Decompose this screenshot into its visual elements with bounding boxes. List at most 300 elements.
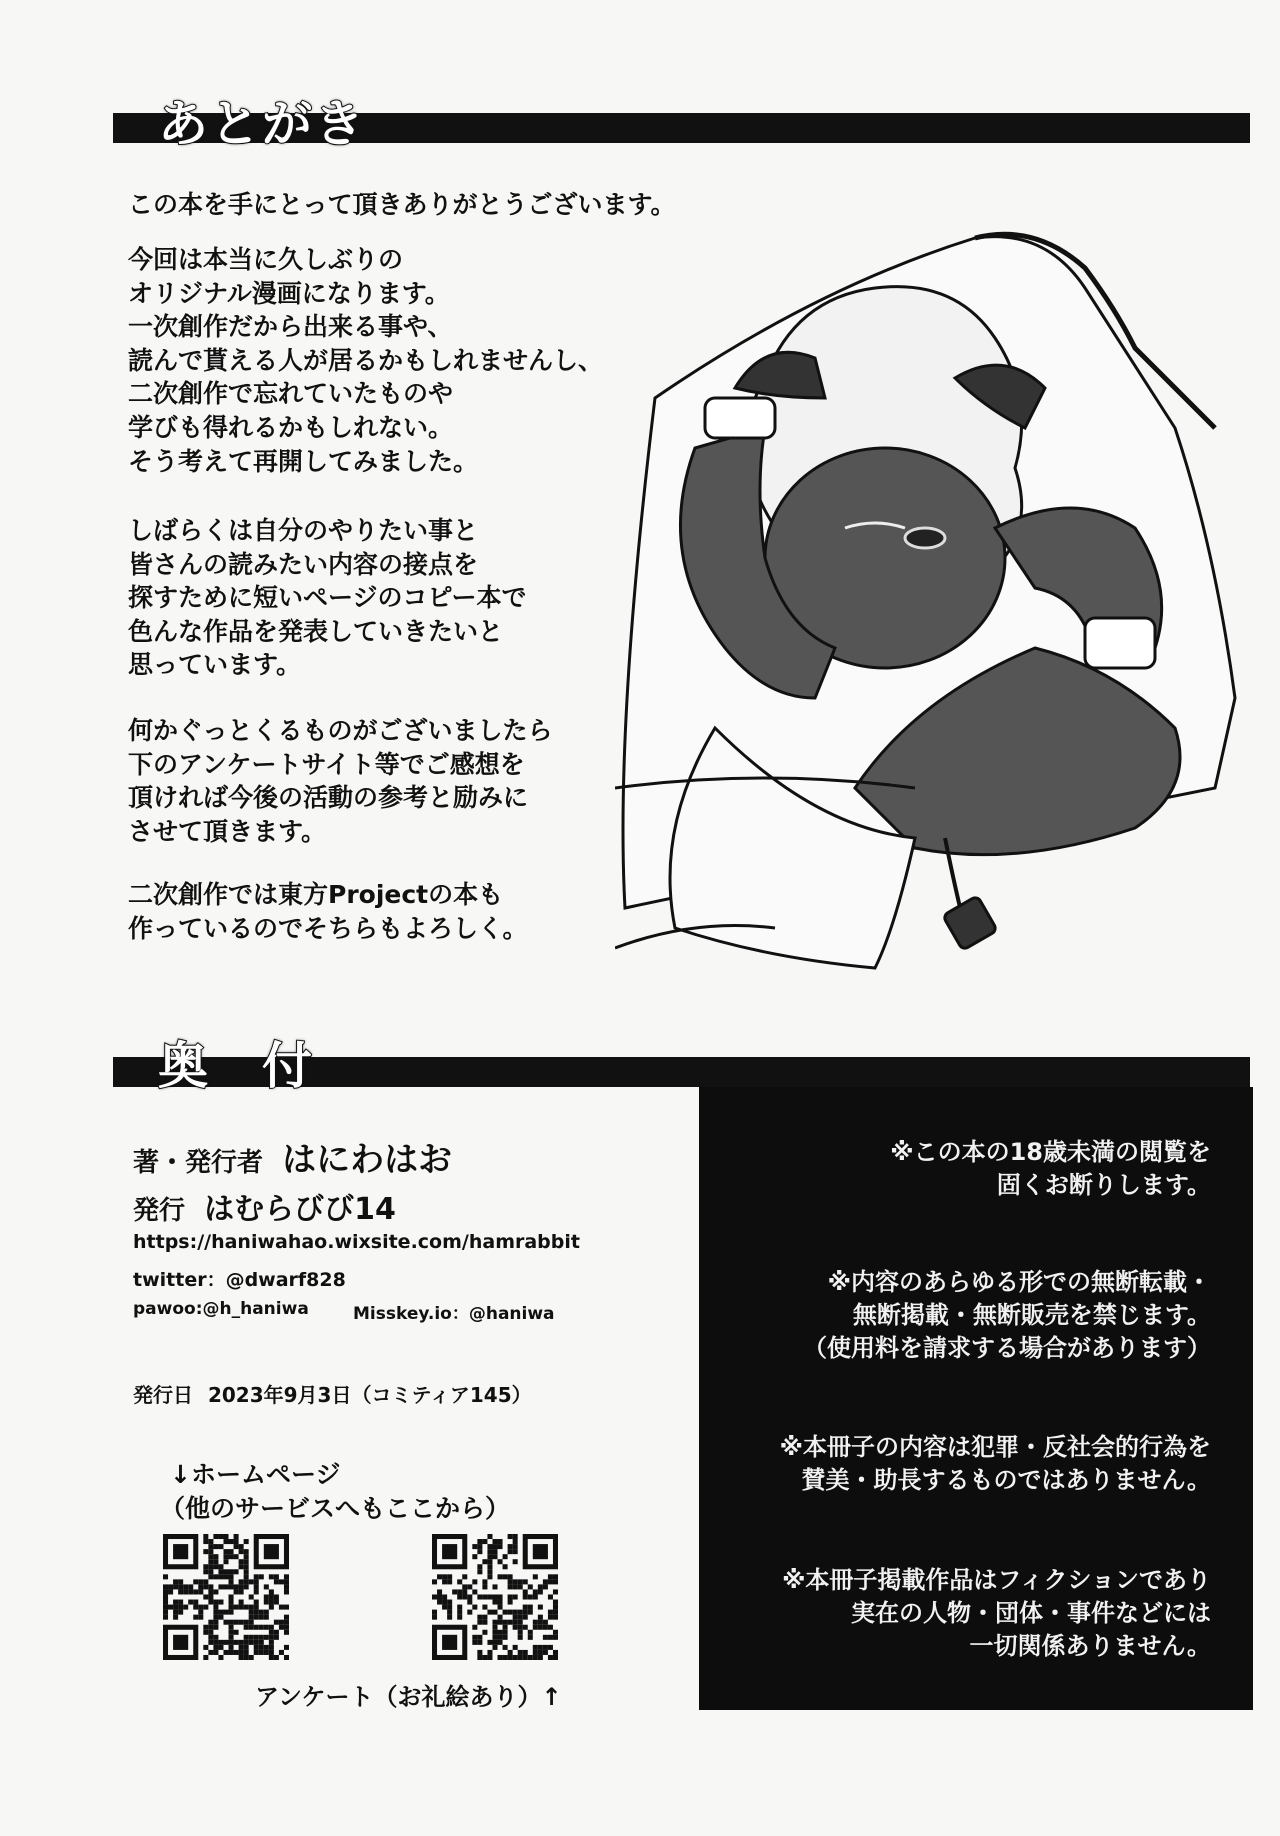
qr-module (249, 1640, 254, 1645)
qr-module (264, 1594, 269, 1599)
qr-module (518, 1655, 523, 1660)
qr-module (193, 1605, 198, 1610)
date-label: 発行日 (133, 1383, 193, 1407)
pawoo-handle[interactable]: pawoo:@h_haniwa (133, 1299, 309, 1319)
qr-module (264, 1600, 269, 1605)
qr-module (244, 1640, 249, 1645)
qr-module (269, 1589, 274, 1594)
qr-module (239, 1564, 244, 1569)
qr-module (173, 1610, 178, 1615)
survey-label: アンケート（お礼絵あり）↑ (255, 1683, 562, 1711)
qr-module (223, 1584, 228, 1589)
text-line: 頂ければ今後の活動の参考と励みに (128, 783, 529, 813)
text-line: オリジナル漫画になります。 (128, 278, 450, 308)
qr-module (178, 1610, 183, 1615)
qr-module (508, 1610, 513, 1615)
qr-module (482, 1594, 487, 1599)
qr-module (498, 1615, 503, 1620)
qr-module (173, 1605, 178, 1610)
qr-module (538, 1605, 543, 1610)
homepage-label: ↓ホームページ (170, 1460, 341, 1489)
qr-module (533, 1625, 538, 1630)
qr-module (244, 1559, 249, 1564)
qr-module (249, 1655, 254, 1660)
qr-module (284, 1625, 289, 1630)
qr-module (254, 1610, 259, 1615)
qr-module (487, 1574, 492, 1579)
qr-module (503, 1625, 508, 1630)
twitter-handle[interactable]: twitter：@dwarf828 (133, 1269, 346, 1291)
qr-module (208, 1640, 213, 1645)
qr-module (218, 1640, 223, 1645)
qr-module (203, 1569, 208, 1574)
qr-module (442, 1574, 447, 1579)
qr-module (284, 1615, 289, 1620)
qr-module (249, 1615, 254, 1620)
qr-module (213, 1605, 218, 1610)
qr-module (472, 1544, 477, 1549)
qr-module (492, 1600, 497, 1605)
qr-module (533, 1655, 538, 1660)
qr-module (482, 1584, 487, 1589)
qr-module (269, 1630, 274, 1635)
qr-module (229, 1594, 234, 1599)
qr-module (482, 1539, 487, 1544)
qr-module (203, 1630, 208, 1635)
qr-module (518, 1579, 523, 1584)
qr-module (208, 1569, 213, 1574)
qr-module (508, 1544, 513, 1549)
qr-module (239, 1640, 244, 1645)
notice (782, 1564, 1211, 1663)
qr-module (259, 1574, 264, 1579)
qr-module (508, 1579, 513, 1584)
qr-module (503, 1655, 508, 1660)
qr-module (213, 1554, 218, 1559)
qr-module (208, 1630, 213, 1635)
qr-module (508, 1600, 513, 1605)
qr-module (513, 1645, 518, 1650)
qr-module (543, 1635, 548, 1640)
text-line: 思っています。 (128, 650, 302, 680)
qr-module (163, 1589, 168, 1594)
qr-module (437, 1594, 442, 1599)
qr-module (229, 1605, 234, 1610)
qr-module (234, 1584, 239, 1589)
qr-module (223, 1549, 228, 1554)
qr-module (173, 1615, 178, 1620)
qr-module (498, 1600, 503, 1605)
qr-module (213, 1640, 218, 1645)
qr-module (234, 1544, 239, 1549)
qr-module (533, 1589, 538, 1594)
qr-module (513, 1620, 518, 1625)
qr-module (518, 1620, 523, 1625)
qr-module (503, 1610, 508, 1615)
author-name: はにわはお (282, 1140, 453, 1180)
qr-module (234, 1534, 239, 1539)
qr-module (513, 1655, 518, 1660)
qr-module (462, 1584, 467, 1589)
qr-module (553, 1655, 558, 1660)
qr-module (269, 1594, 274, 1599)
qr-module (239, 1584, 244, 1589)
qr-module (432, 1610, 437, 1615)
qr-module (284, 1655, 289, 1660)
qr-module (274, 1635, 279, 1640)
qr-module (477, 1549, 482, 1554)
text-line: 今回は本当に久しぶりの (128, 245, 404, 274)
qr-module (513, 1594, 518, 1599)
qr-module (203, 1549, 208, 1554)
qr-module (503, 1635, 508, 1640)
qr-module (203, 1645, 208, 1650)
qr-module (472, 1579, 477, 1584)
colophon-title: 奥 付 (158, 1037, 314, 1095)
publisher-label: 発行 (133, 1196, 186, 1226)
qr-module (523, 1605, 528, 1610)
qr-module (274, 1579, 279, 1584)
qr-module (284, 1584, 289, 1589)
qr-module (538, 1615, 543, 1620)
qr-module (538, 1645, 543, 1650)
qr-module (482, 1579, 487, 1584)
qr-module (254, 1615, 259, 1620)
qr-module (492, 1630, 497, 1635)
misskey-handle[interactable]: Misskey.io：@haniwa (353, 1304, 555, 1324)
qr-module (457, 1589, 462, 1594)
qr-module (533, 1594, 538, 1599)
qr-module (223, 1650, 228, 1655)
qr-module (548, 1574, 553, 1579)
qr-module (508, 1594, 513, 1599)
qr-module (193, 1579, 198, 1584)
qr-module (513, 1539, 518, 1544)
qr-module (538, 1650, 543, 1655)
qr-module (213, 1544, 218, 1549)
qr-module (284, 1645, 289, 1650)
qr-module (477, 1620, 482, 1625)
qr-module (487, 1594, 492, 1599)
qr-module (163, 1594, 168, 1599)
qr-module (548, 1610, 553, 1615)
qr-module (264, 1615, 269, 1620)
qr-module (163, 1610, 168, 1615)
qr-module (244, 1564, 249, 1569)
afterword-paragraph (128, 243, 603, 478)
qr-module (229, 1549, 234, 1554)
qr-module (208, 1620, 213, 1625)
date-value: 2023年9月3日（コミティア145） (207, 1383, 532, 1407)
qr-module (472, 1554, 477, 1559)
qr-module (218, 1655, 223, 1660)
qr-module (218, 1569, 223, 1574)
qr-module (498, 1544, 503, 1549)
qr-module (487, 1549, 492, 1554)
qr-module (492, 1549, 497, 1554)
qr-module (239, 1544, 244, 1549)
qr-module (498, 1640, 503, 1645)
qr-module (188, 1584, 193, 1589)
qr-module (274, 1594, 279, 1599)
qr-module (259, 1635, 264, 1640)
qr-module (487, 1534, 492, 1539)
qr-module (208, 1574, 213, 1579)
text-line: 一次創作だから出来る事や、 (128, 312, 453, 342)
qr-module (203, 1534, 208, 1539)
qr-module (163, 1605, 168, 1610)
text-line: 作っているのでそちらもよろしく。 (128, 913, 528, 943)
qr-module (213, 1600, 218, 1605)
notice-line: 無断掲載・無断販売を禁じます。 (852, 1301, 1211, 1329)
qr-module (467, 1594, 472, 1599)
qr-module (284, 1574, 289, 1579)
qr-module (249, 1620, 254, 1625)
qr-module (188, 1600, 193, 1605)
qr-module (533, 1650, 538, 1655)
qr-module (239, 1579, 244, 1584)
qr-module (229, 1584, 234, 1589)
qr-module (163, 1574, 168, 1579)
qr-module (533, 1645, 538, 1650)
qr-module (259, 1640, 264, 1645)
notice-line: ※本冊子掲載作品はフィクションであり (782, 1566, 1211, 1594)
qr-module (254, 1640, 259, 1645)
qr-module (543, 1579, 548, 1584)
notice-line: 実在の人物・団体・事件などには (851, 1599, 1211, 1627)
qr-module (178, 1584, 183, 1589)
qr-module (213, 1650, 218, 1655)
qr-module (249, 1610, 254, 1615)
qr-module (487, 1655, 492, 1660)
qr-module (254, 1625, 259, 1630)
qr-module (498, 1655, 503, 1660)
notice-line: ※この本の18歳未満の閲覧を (890, 1138, 1211, 1166)
notice-line: 固くお断りします。 (996, 1171, 1211, 1199)
qr-module (249, 1579, 254, 1584)
qr-module (472, 1635, 477, 1640)
qr-module (213, 1620, 218, 1625)
qr-module (183, 1589, 188, 1594)
text-line: させて頂きます。 (128, 816, 327, 846)
qr-module (259, 1650, 264, 1655)
qr-module (213, 1534, 218, 1539)
qr-module (229, 1569, 234, 1574)
text-line: 下のアンケートサイト等でご感想を (128, 749, 525, 779)
qr-module (553, 1615, 558, 1620)
notice-line: 一切関係ありません。 (969, 1632, 1211, 1660)
qr-module (553, 1574, 558, 1579)
qr-module (548, 1579, 553, 1584)
qr-module (203, 1594, 208, 1599)
qr-module (254, 1589, 259, 1594)
qr-module (269, 1635, 274, 1640)
qr-module (168, 1584, 173, 1589)
qr-module (447, 1600, 452, 1605)
qr-module (492, 1635, 497, 1640)
qr-module (523, 1615, 528, 1620)
qr-module (208, 1594, 213, 1599)
qr-module (533, 1574, 538, 1579)
qr-finder-center (264, 1544, 279, 1559)
qr-module (229, 1610, 234, 1615)
qr-module (528, 1635, 533, 1640)
qr-module (183, 1584, 188, 1589)
qr-module (163, 1600, 168, 1605)
qr-module (213, 1645, 218, 1650)
qr-module (254, 1605, 259, 1610)
qr-module (244, 1605, 249, 1610)
qr-module (462, 1594, 467, 1599)
qr-module (487, 1610, 492, 1615)
qr-module (477, 1635, 482, 1640)
qr-module (274, 1600, 279, 1605)
qr-module (442, 1579, 447, 1584)
qr-module (264, 1625, 269, 1630)
qr-module (487, 1650, 492, 1655)
qr-module (513, 1610, 518, 1615)
qr-module (244, 1569, 249, 1574)
qr-module (163, 1615, 168, 1620)
notice (890, 1136, 1211, 1202)
qr-module (213, 1559, 218, 1564)
publisher-line (133, 1184, 396, 1228)
qr-module (198, 1584, 203, 1589)
text-line: この本を手にとって頂きありがとうございます。 (128, 190, 676, 219)
qr-module (548, 1655, 553, 1660)
qr-module (518, 1630, 523, 1635)
qr-module (477, 1594, 482, 1599)
qr-module (249, 1594, 254, 1599)
qr-module (498, 1559, 503, 1564)
qr-module (498, 1605, 503, 1610)
homepage-qr-code[interactable] (163, 1534, 289, 1660)
text-line: 二次創作で忘れていたものや (128, 379, 454, 409)
qr-module (249, 1625, 254, 1630)
qr-module (498, 1620, 503, 1625)
qr-module (492, 1620, 497, 1625)
qr-module (442, 1594, 447, 1599)
qr-module (279, 1620, 284, 1625)
qr-module (264, 1610, 269, 1615)
qr-module (553, 1589, 558, 1594)
qr-module (274, 1630, 279, 1635)
qr-module (259, 1610, 264, 1615)
text-line: 探すために短いページのコピー本で (128, 583, 527, 613)
qr-module (218, 1610, 223, 1615)
qr-module (477, 1564, 482, 1569)
qr-module (472, 1605, 477, 1610)
qr-module (218, 1574, 223, 1579)
qr-module (548, 1645, 553, 1650)
qr-module (254, 1574, 259, 1579)
qr-module (213, 1589, 218, 1594)
qr-module (477, 1655, 482, 1660)
qr-module (208, 1544, 213, 1549)
qr-module (518, 1625, 523, 1630)
qr-module (513, 1559, 518, 1564)
qr-module (244, 1549, 249, 1554)
qr-module (492, 1625, 497, 1630)
qr-module (254, 1584, 259, 1589)
qr-module (239, 1549, 244, 1554)
qr-module (508, 1650, 513, 1655)
qr-module (178, 1579, 183, 1584)
qr-module (523, 1579, 528, 1584)
qr-module (173, 1579, 178, 1584)
qr-module (178, 1605, 183, 1610)
qr-module (244, 1584, 249, 1589)
qr-module (538, 1625, 543, 1630)
qr-module (508, 1655, 513, 1660)
qr-module (503, 1564, 508, 1569)
qr-module (264, 1645, 269, 1650)
qr-module (244, 1579, 249, 1584)
qr-module (538, 1620, 543, 1625)
qr-module (234, 1589, 239, 1594)
qr-module (437, 1600, 442, 1605)
qr-module (269, 1625, 274, 1630)
qr-module (503, 1645, 508, 1650)
publisher-name: はむらびび14 (204, 1192, 396, 1227)
qr-module (229, 1645, 234, 1650)
qr-module (264, 1650, 269, 1655)
qr-module (208, 1650, 213, 1655)
qr-module (462, 1574, 467, 1579)
survey-qr-code[interactable] (432, 1534, 558, 1660)
qr-module (472, 1640, 477, 1645)
qr-module (279, 1650, 284, 1655)
qr-module (523, 1594, 528, 1599)
qr-module (447, 1574, 452, 1579)
qr-module (223, 1640, 228, 1645)
qr-module (538, 1589, 543, 1594)
qr-module (528, 1655, 533, 1660)
qr-module (432, 1579, 437, 1584)
qr-module (437, 1589, 442, 1594)
qr-module (218, 1600, 223, 1605)
qr-module (437, 1574, 442, 1579)
qr-module (244, 1625, 249, 1630)
qr-module (503, 1574, 508, 1579)
qr-module (284, 1620, 289, 1625)
qr-module (193, 1615, 198, 1620)
qr-module (244, 1574, 249, 1579)
qr-module (477, 1539, 482, 1544)
qr-module (269, 1645, 274, 1650)
qr-module (213, 1564, 218, 1569)
notice-line: （使用料を請求する場合があります） (803, 1334, 1211, 1362)
qr-module (269, 1574, 274, 1579)
qr-module (492, 1645, 497, 1650)
qr-module (523, 1589, 528, 1594)
website-url[interactable]: https://haniwahao.wixsite.com/hamrabbit (133, 1231, 580, 1253)
afterword-paragraph (128, 514, 527, 682)
qr-module (213, 1610, 218, 1615)
qr-module (487, 1564, 492, 1569)
qr-module (284, 1579, 289, 1584)
qr-module (482, 1559, 487, 1564)
qr-module (163, 1584, 168, 1589)
qr-module (432, 1594, 437, 1599)
qr-module (462, 1589, 467, 1594)
qr-module (234, 1569, 239, 1574)
qr-module (229, 1635, 234, 1640)
qr-module (198, 1589, 203, 1594)
publish-date (133, 1379, 532, 1408)
qr-module (264, 1635, 269, 1640)
qr-module (477, 1650, 482, 1655)
